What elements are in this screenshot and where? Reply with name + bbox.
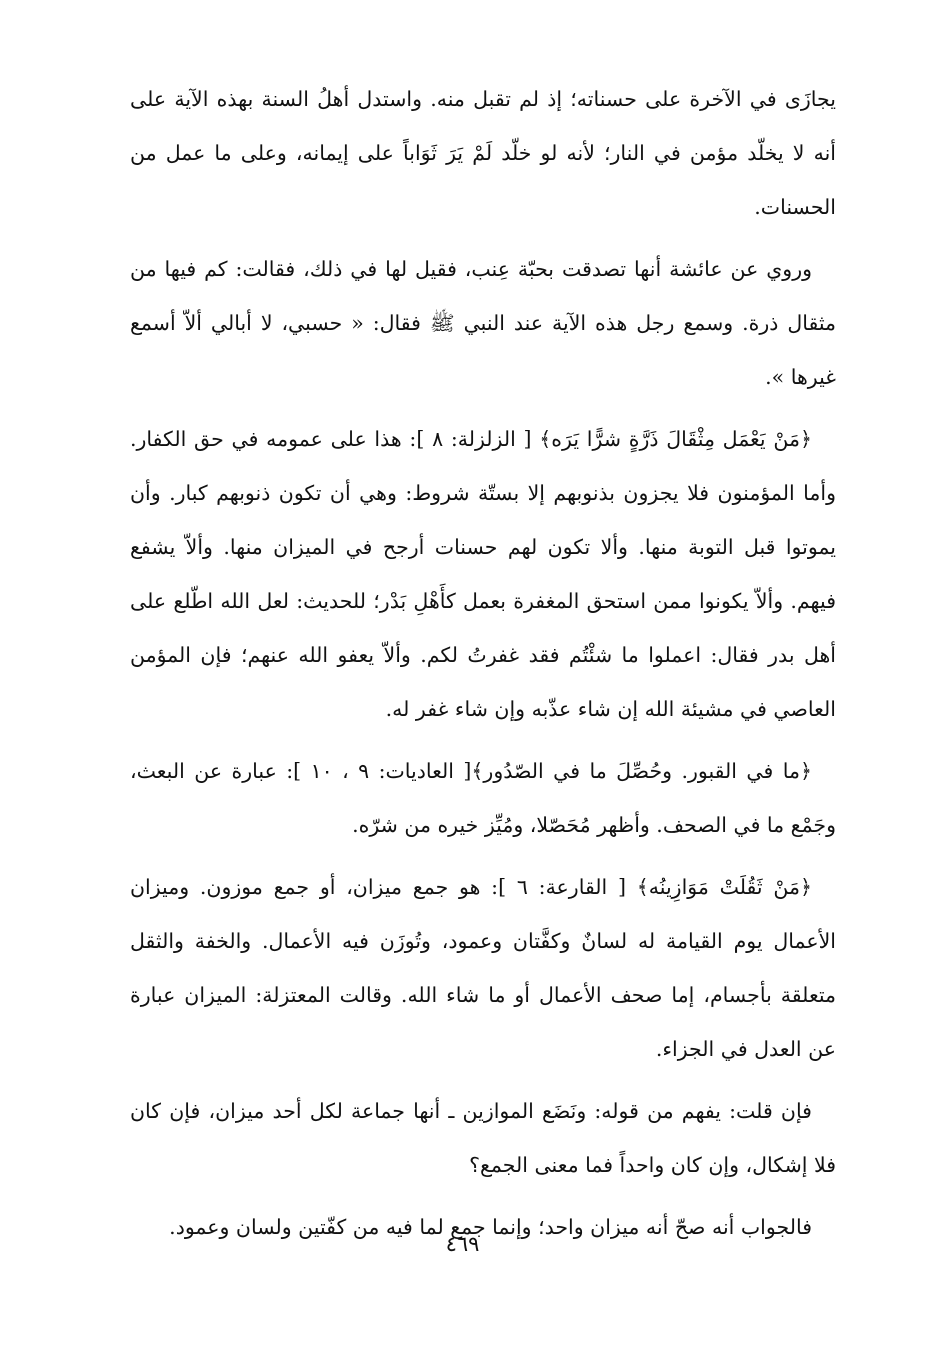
page-number: ٤٦٩ [445, 1232, 480, 1256]
paragraph-6: فإن قلت: يفهم من قوله: ونَضَع الموازين ـ أنها جماعة لكل أحد ميزان، فإن كان فلا إشكال، وإن كان واحداً فما معنى الجمع؟ [130, 1099, 836, 1177]
paragraph-1: يجازَى في الآخرة على حسناته؛ إذ لم تقبل منه. واستدل أهلُ السنة بهذه الآية على أنه لا يخلّد مؤمن في النار؛ لأنه لو خلّد لَمْ يَرَ ثَوَاباً على إيمانه، وعلى ما عمل من الحسنات. [130, 87, 836, 219]
paragraph-7: فالجواب أنه صحّ أنه ميزان واحد؛ وإنما جمع لما فيه من كفّتين ولسان وعمود. [169, 1215, 812, 1239]
page-body [130, 72, 836, 1254]
paragraph-3: ﴿مَنْ يَعْمَل مِثْقَالَ ذَرَّةٍ شرًّا يَرَه﴾ [ الزلزلة: ٨ ]: هذا على عمومه في حق الكفار. وأما المؤمنون فلا يجزون بذنوبهم إلا بستّة شروط: وهي أن تكون ذنوبهم كبار. وأن يموتوا قبل التوبة منها. وألا تكون لهم حسنات أرجح في الميزان منها. وألاّ يشفع فيهم. وألاّ يكونوا ممن استحق المغفرة بعمل كأَهْلِ بَدْر؛ للحديث: لعل الله اطّلع على أهل بدر فقال: اعملوا ما شئْتُم فقد غفرتُ لكم. وألاّ يعفو الله عنهم؛ فإن المؤمن العاصي في مشيئة الله إن شاء عذّبه وإن شاء غفر له. [130, 427, 836, 721]
paragraph-4: ﴿ما في القبور. وحُصِّلَ ما في الصّدُور﴾[ العاديات: ٩ ، ١٠ ]: عبارة عن البعث، وجَمْع ما في الصحف. وأظهر مُحَصّلا، ومُيِّز خيره من شرّه. [130, 759, 836, 837]
paragraph-5: ﴿مَنْ ثَقُلَتْ مَوَازِينُه﴾ [ القارعة: ٦ ]: هو جمع ميزان، أو جمع موزون. وميزان الأعمال يوم القيامة له لسانٌ وكفَّتان وعمود، وتُوزَن فيه الأعمال. والخفة والثقل متعلقة بأجسام، إما صحف الأعمال أو ما شاء الله. وقالت المعتزلة: الميزان عبارة عن العدل في الجزاء. [130, 875, 836, 1061]
paragraph-2: وروي عن عائشة أنها تصدقت بحبّة عِنب، فقيل لها في ذلك، فقالت: كم فيها من مثقال ذرة. وسمع رجل هذه الآية عند النبي ﷺ فقال: « حسبي، لا أبالي ألاّ أسمع غيرها ». [130, 257, 836, 389]
